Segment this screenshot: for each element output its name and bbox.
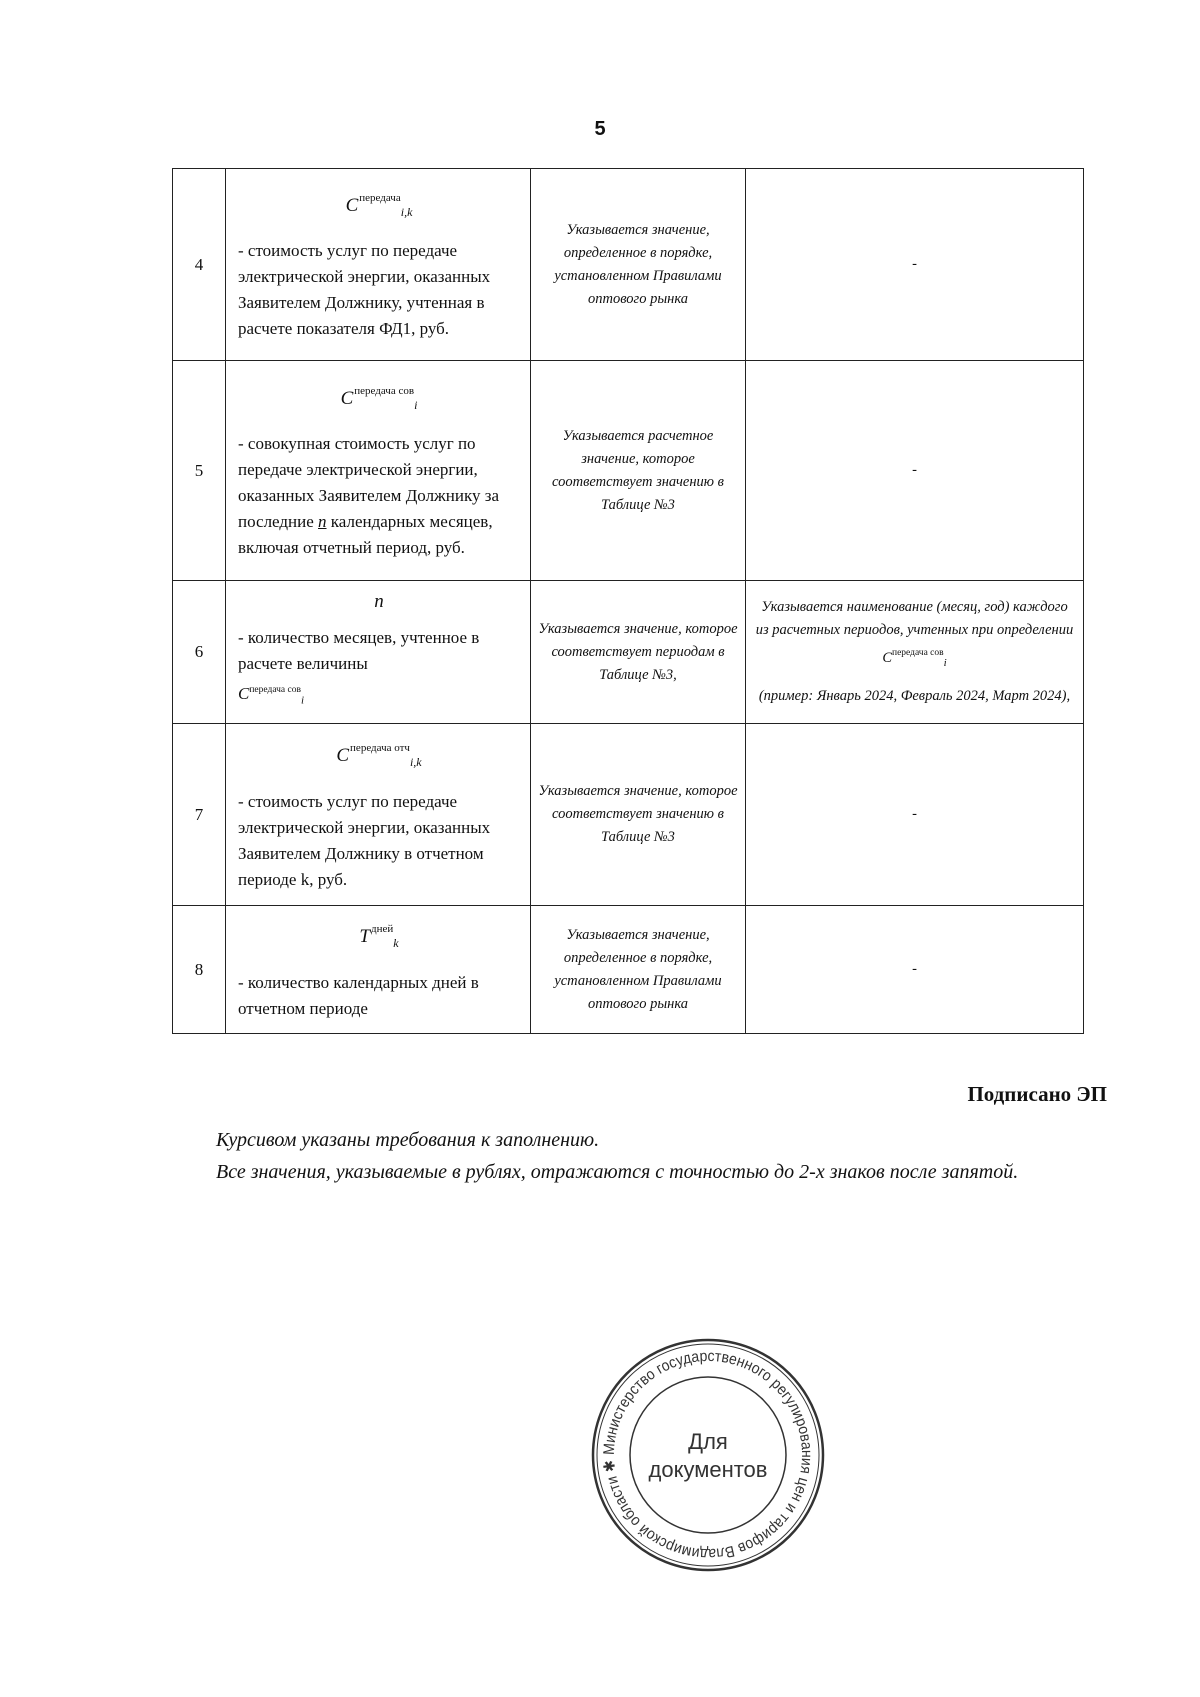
table-row xyxy=(173,906,1084,1034)
official-stamp xyxy=(588,1335,828,1575)
stamp-center-line1: Для xyxy=(688,1429,728,1454)
stamp-ring-text: Министерство государственного регулирования цен и тарифов Владимирской области ✱ xyxy=(600,1347,816,1563)
table-row xyxy=(173,361,1084,581)
note-rounding: Все значения, указываемые в рублях, отражаются с точностью до 2-х знаков после запятой. xyxy=(216,1161,1019,1183)
parameter-cell xyxy=(226,581,531,724)
row-number: 6 xyxy=(173,581,226,724)
signature-label: Подписано ЭП xyxy=(967,1082,1107,1106)
format-example: (пример: Январь 2024, Февраль 2024, Март 2024), xyxy=(758,688,1071,705)
table-row xyxy=(173,724,1084,906)
parameter-description: - стоимость услуг по передаче электрической энергии, оказанных Заявителем Должнику в отчетном периоде k, руб. xyxy=(238,791,491,889)
requirement-cell: Указывается значение, определенное в порядке, установленном Правилами оптового рынка xyxy=(531,169,746,361)
row-number: 5 xyxy=(173,361,226,581)
requirement-cell: Указывается расчетное значение, которое соответствует значению в Таблице №3 xyxy=(531,361,746,581)
page-number: 5 xyxy=(594,118,606,140)
parameter-symbol: $C^{передача отч}_{i,k}$ xyxy=(336,741,422,769)
parameter-description: - количество месяцев, учтенное в расчете величины $C^{передача сов}_i$ xyxy=(238,628,480,707)
table-row xyxy=(173,581,1084,724)
parameter-cell xyxy=(226,724,531,906)
format-cell: - xyxy=(746,724,1084,906)
note-italic-requirements: Курсивом указаны требования к заполнению. xyxy=(216,1129,600,1151)
table-row xyxy=(173,169,1084,361)
format-cell: - xyxy=(746,361,1084,581)
row-number: 7 xyxy=(173,724,226,906)
parameter-symbol: $T^{дней}_k$ xyxy=(359,922,399,950)
requirement-cell: Указывается значение, определенное в порядке, установленном Правилами оптового рынка xyxy=(531,906,746,1034)
format-cell: Указывается наименование (месяц, год) каждого из расчетных периодов, учтенных при определении $C^{передача сов}_i$ (пример: Январь 2024, Февраль 2024, Март 2024), xyxy=(746,581,1084,724)
format-cell: - xyxy=(746,906,1084,1034)
notes xyxy=(216,1124,1106,1188)
requirement-cell: Указывается значение, которое соответствует значению в Таблице №3 xyxy=(531,724,746,906)
inline-symbol: $C^{передача сов}_i$ xyxy=(882,648,947,670)
stamp-outer-ring xyxy=(593,1340,823,1570)
parameter-description: - стоимость услуг по передаче электрической энергии, оказанных Заявителем Должнику, учтенная в расчете показателя ФД1, руб. xyxy=(238,241,491,339)
row-number: 8 xyxy=(173,906,226,1034)
row-number: 4 xyxy=(173,169,226,361)
parameter-description: - количество календарных дней в отчетном периоде xyxy=(238,972,479,1018)
parameter-symbol: $C^{передача сов}_i$ xyxy=(340,384,418,412)
inline-symbol: $C^{передача сов}_i$ xyxy=(238,684,305,707)
parameter-cell xyxy=(226,361,531,581)
parameter-description: - совокупная стоимость услуг по передаче электрической энергии, оказанных Заявителем Должнику за последние n календарных месяцев, включая отчетный период, руб. xyxy=(238,434,500,558)
parameter-cell xyxy=(226,169,531,361)
stamp-center-line2: документов xyxy=(648,1457,768,1482)
parameter-symbol: n xyxy=(374,591,384,612)
parameter-cell xyxy=(226,906,531,1034)
stamp-inner-ring xyxy=(630,1377,786,1533)
format-cell: - xyxy=(746,169,1084,361)
parameter-symbol: $C^{передача}_{i,k}$ xyxy=(345,191,413,219)
requirement-cell: Указывается значение, которое соответствует периодам в Таблице №3, xyxy=(531,581,746,724)
parameters-table xyxy=(172,168,1084,1034)
